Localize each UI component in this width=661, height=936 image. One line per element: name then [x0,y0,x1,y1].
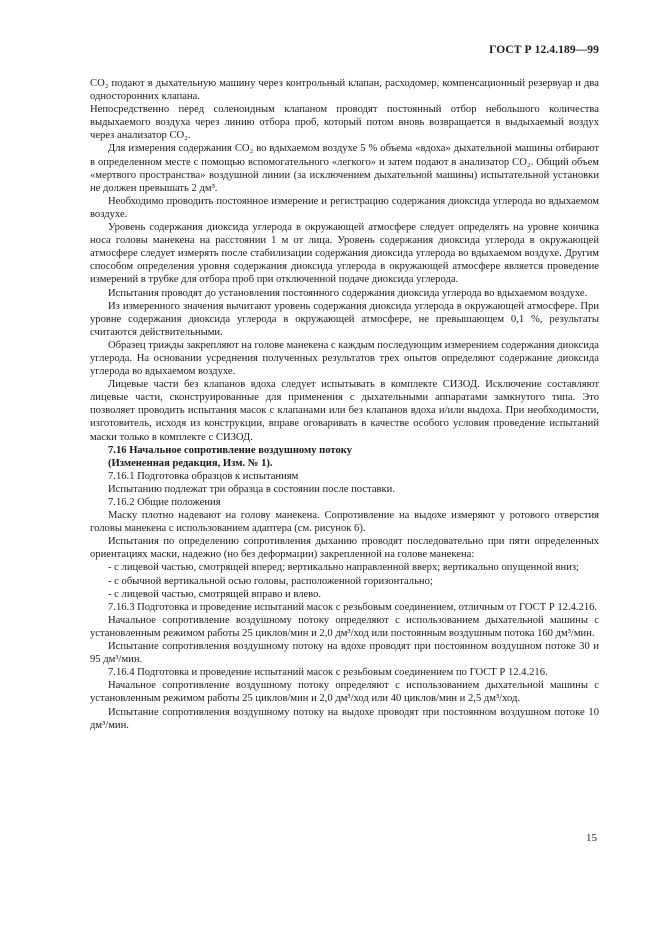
page-number: 15 [586,832,597,844]
paragraph: Уровень содержания диоксида углерода в окружающей атмосфере следует определять на уровне кончика носа головы манекена на расстоянии 1 м от лица. Уровень содержания диоксида углерода в окружающей атмосфере следует измерять после стабилизации содержания диоксида углерода во вдыхаемом воздухе. Другим способом определения уровня содержания диоксида углерода в окружающей атмосфере является проведение измерений в трубке для отбора проб при отключенной подаче диоксида углерода. [90,222,599,286]
subsection-title: 7.16.3 Подготовка и проведение испытаний масок с резьбовым соединением, отличным от ГОСТ Р 12.4.216. [108,601,598,613]
paragraph: Испытания проводят до установления постоянного содержания диоксида углерода во вдыхаемом воздухе. [108,287,588,299]
section-title: 7.16 Начальное сопротивление воздушному потоку [108,444,353,456]
paragraph: Образец трижды закрепляют на голове манекена с каждым последующим измерением содержания диоксида углерода. На основании усреднения полученных результатов трех опытов определяют содержание диоксида углерода во вдыхаемом воздухе. [90,339,599,378]
document-header: ГОСТ Р 12.4.189—99 [489,44,599,56]
paragraph: Начальное сопротивление воздушному потоку определяют с использованием дыхательной машины с установленным режимом работы 25 циклов/мин и 2,0 дм³/ход или 40 циклов/мин и 2,5 дм³/ход. [90,680,599,705]
paragraph: Испытанию подлежат три образца в состоянии после поставки. [108,483,395,495]
list-item: - с лицевой частью, смотрящей вперед; вертикально направленной вверх; вертикально опущенной вниз; [108,562,579,574]
subsection-title: 7.16.1 Подготовка образцов к испытаниям [108,470,299,482]
list-item: - с обычной вертикальной осью головы, расположенной горизонтально; [108,575,433,587]
document-body [90,77,599,732]
paragraph: Испытания по определению сопротивления дыханию проводят последовательно при пяти определенных ориентациях маски, надежно (но без деформации) закрепленной на голове манекена: [90,536,599,561]
list-item: - с лицевой частью, смотрящей вправо и влево. [108,588,322,600]
paragraph: Испытание сопротивления воздушному потоку на вдохе проводят при постоянном воздушном потоке 30 и 95 дм³/мин. [90,641,599,666]
edition-note: (Измененная редакция, Изм. № 1). [108,457,273,469]
subsection-title: 7.16.2 Общие положения [108,497,221,508]
paragraph: Из измеренного значения вычитают уровень содержания диоксида углерода в окружающей атмосфере. При уровне содержания диоксида углерода в окружающей атмосфере, не превышающем 0,1 %, результаты считаются действительными. [90,300,599,338]
paragraph: Для измерения содержания CO₂ во вдыхаемом воздухе 5 % объема «вдоха» дыхательной машины отбирают в определенном месте с помощью вспомогательного «легкого» и затем подают в анализатор CO₂. Общий объем «мертвого пространства» воздушной линии (за исключением дыхательной машины) испытательной установки не должен превышать 2 дм³. [90,143,599,194]
paragraph: Маску плотно надевают на голову манекена. Сопротивление на выдохе измеряют у ротового отверстия головы манекена с использованием адаптера (см. рисунок 6). [90,510,599,535]
paragraph: CO₂ подают в дыхательную машину через контрольный клапан, расходомер, компенсационный резервуар и два односторонних клапана. [90,78,599,103]
paragraph: Испытание сопротивления воздушному потоку на выдохе проводят при постоянном воздушном потоке 10 дм³/мин. [90,706,599,731]
paragraph: Необходимо проводить постоянное измерение и регистрацию содержания диоксида углерода во вдыхаемом воздухе. [90,195,599,220]
subsection-title: 7.16.4 Подготовка и проведение испытаний масок с резьбовым соединением по ГОСТ Р 12.4.216. [108,667,548,679]
paragraph: Непосредственно перед соленоидным клапаном проводят постоянный отбор небольшого количества выдыхаемого воздуха через линию отбора проб, который потом вновь возвращается в выдыхаемый воздух через анализатор CO₂. [90,104,599,142]
paragraph: Лицевые части без клапанов вдоха следует испытывать в комплекте СИЗОД. Исключение составляют лицевые части, сконструированные для применения с дыхательными аппаратами замкнутого типа. Это позволяет проводить испытания масок с клапанами или без клапанов вдоха и/или выдоха. При необходимости, изготовитель, исходя из конструкции, вправе оговаривать в качестве особого условия проведение испытаний маски только в комплекте с СИЗОД. [90,379,599,443]
paragraph: Начальное сопротивление воздушному потоку определяют с использованием дыхательной машины с установленным режимом работы 25 циклов/мин и 2,0 дм³/ход или постоянным воздушным потока 160 дм³/мин. [90,614,599,639]
